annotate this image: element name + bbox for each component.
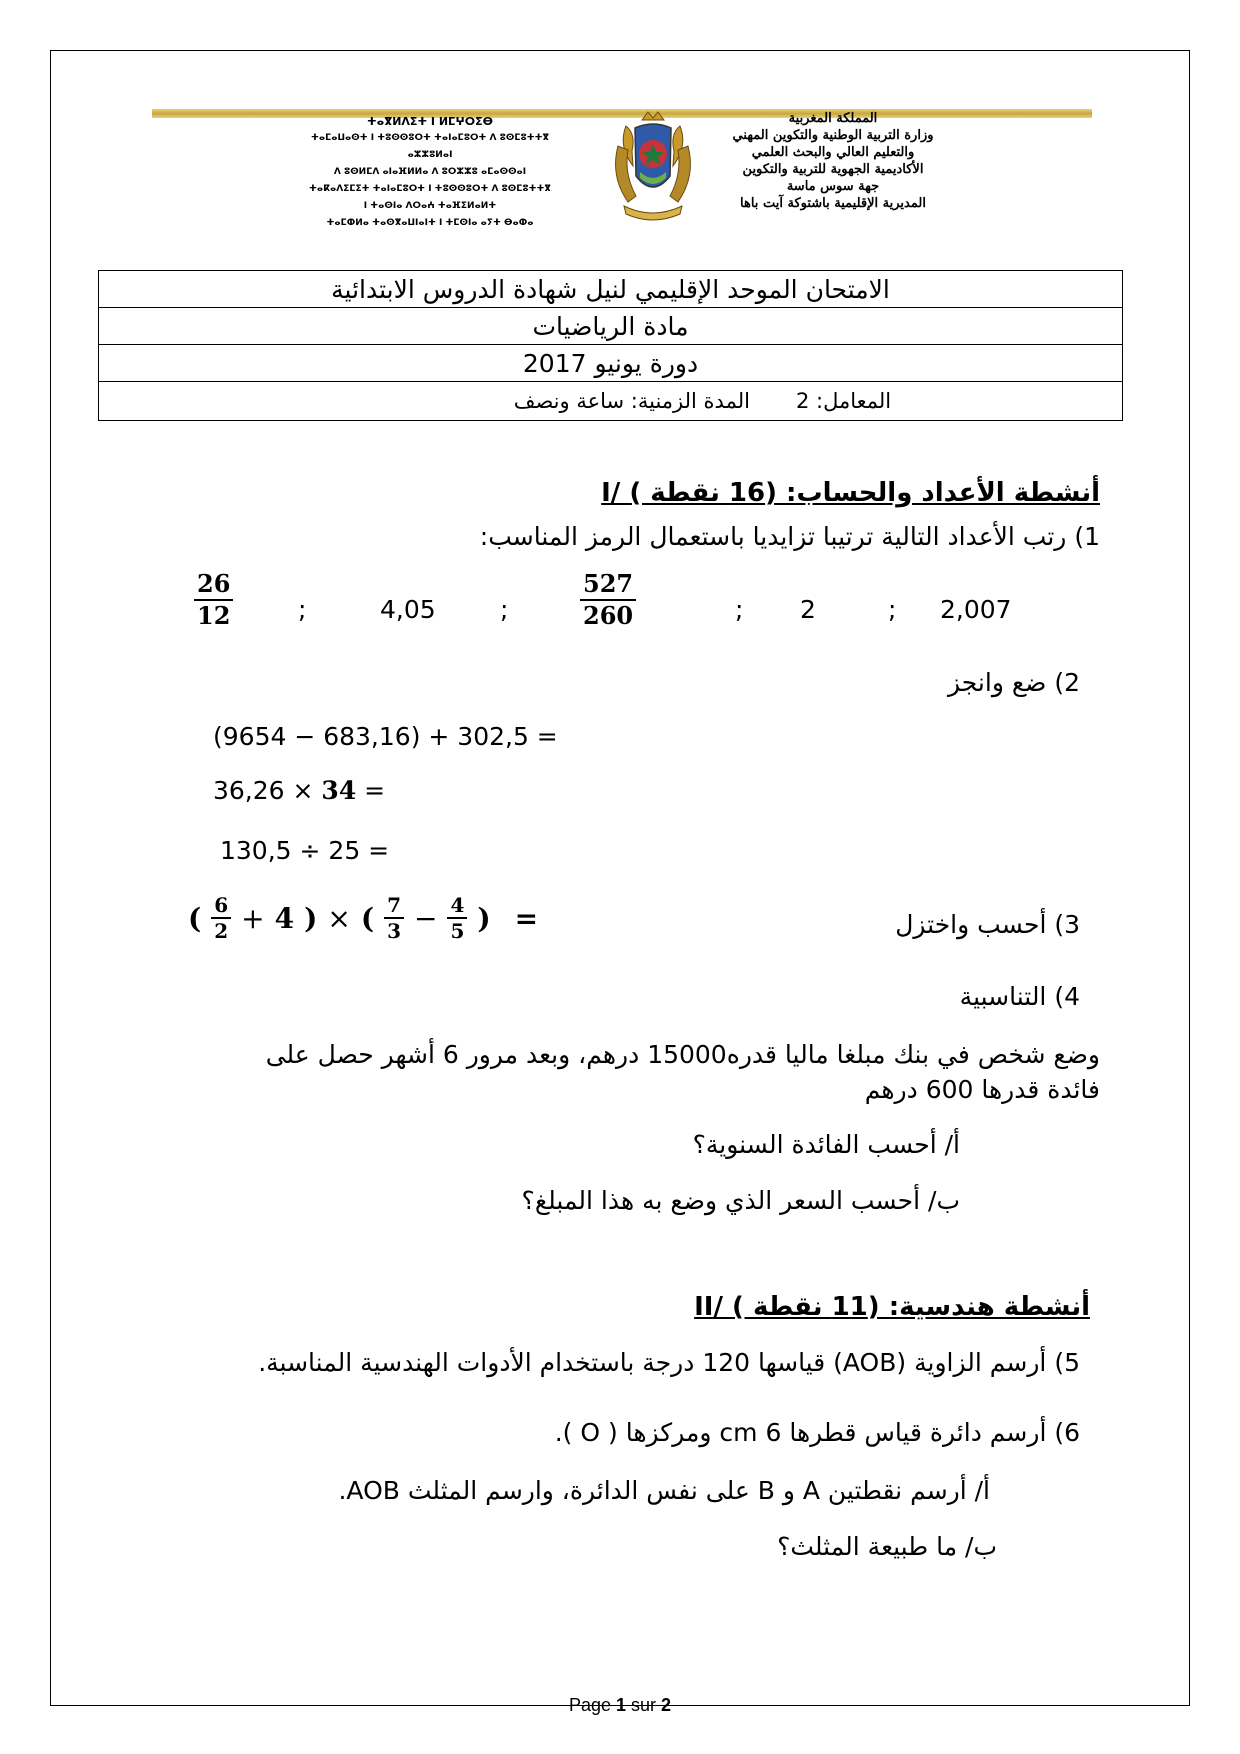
tifinagh-line: ⴷ ⵓⵙⵍⵎⴷ ⴰⵏⴰⴼⵍⵍⴰ ⴷ ⵓⵔⵣⵣⵓ ⴰⵎⴰⵙⵙⴰⵏ (333, 167, 527, 177)
q4-text-line2: فائدة قدرها 600 درهم (864, 1075, 1100, 1104)
op2-bold-factor: 34 (321, 776, 357, 805)
q2-operation-1: (9654 − 683,16) + 302,5 = (213, 722, 558, 751)
q1-number-4: 4,05 (380, 595, 436, 624)
q4-part-a: أ/ أحسب الفائدة السنوية؟ (692, 1130, 960, 1159)
fraction-numerator: 527 (580, 570, 636, 601)
exam-title: الامتحان الموحد الإقليمي لنيل شهادة الدروس الابتدائية (99, 271, 1123, 308)
times-sign: × (327, 902, 351, 935)
section1-title: I/ أنشطة الأعداد والحساب: (16 نقطة ) (601, 478, 1100, 508)
fraction-denominator: 2 (214, 919, 229, 943)
exam-coefficient: المعامل: 2 (762, 382, 1123, 421)
q6-text: 6) أرسم دائرة قياس قطرها 6 cm ومركزها ( O ). (554, 1418, 1080, 1447)
plus-sign: + (241, 902, 265, 935)
kingdom-emblem-icon (588, 106, 718, 224)
paren-open: ( (360, 902, 375, 935)
equals-sign: = (514, 902, 539, 935)
q2-text: 2) ضع وانجز (948, 668, 1080, 697)
q1-number-2: 2 (800, 595, 816, 624)
arabic-line: جهة سوس ماسة (786, 179, 880, 194)
fraction-denominator: 5 (450, 919, 465, 943)
header-arabic-block (718, 110, 948, 212)
exam-subject: مادة الرياضيات (99, 308, 1123, 345)
paren-close: ) (304, 902, 318, 935)
fraction-denominator: 12 (197, 600, 231, 630)
exam-duration: المدة الزمنية: ساعة ونصف (99, 382, 762, 421)
q1-separator: ; (888, 595, 897, 624)
footer-mid: sur (626, 1695, 662, 1715)
q2-operation-2 (213, 776, 385, 805)
paren-open: ( (188, 902, 202, 935)
tifinagh-line: ⵜⴰⴽⴰⴷⵉⵎⵉⵜ ⵜⴰⵏⴰⵎⵓⵔⵜ ⵏ ⵜⵓⵙⵙⵓⵔⵜ ⴷ ⵓⵙⵎⵓⵜⵜⴳ (309, 184, 551, 194)
exam-info-table (98, 270, 1123, 421)
op2-equals: = (356, 776, 386, 805)
arabic-line: المديرية الإقليمية باشتوكة آيت باها (740, 196, 926, 211)
q4-part-b: ب/ أحسب السعر الذي وضع به هذا المبلغ؟ (521, 1186, 960, 1215)
number-four: 4 (274, 902, 295, 935)
fraction-denominator: 3 (387, 919, 402, 943)
q1-fraction-26-12 (194, 570, 233, 631)
q4-label: 4) التناسبية (959, 982, 1080, 1011)
op2-left: 36,26 × (213, 776, 322, 805)
q1-fraction-527-260 (580, 570, 636, 631)
fraction-numerator: 4 (447, 893, 467, 919)
tifinagh-line: ⵜⴰⵎⵀⵍⴰ ⵜⴰⵙⴳⴰⵡⵏⴰⵏⵜ ⵏ ⵜⵎⵙⵏⴰ ⴰⵢⵜ ⴱⴰⵀⴰ (326, 218, 534, 228)
arabic-line: المملكة المغربية (788, 111, 878, 126)
footer-current-page: 1 (616, 1695, 627, 1715)
minus-sign: − (414, 902, 438, 935)
q2-operation-3: 130,5 ÷ 25 = (220, 836, 390, 865)
arabic-line: وزارة التربية الوطنية والتكوين المهني (732, 128, 934, 143)
q1-separator: ; (735, 595, 744, 624)
q3-expression (188, 893, 538, 944)
q6-part-a: أ/ أرسم نقطتين A و B على نفس الدائرة، وارسم المثلث AOB. (338, 1476, 990, 1505)
tifinagh-line: ⵜⴰⵎⴰⵡⴰⵙⵜ ⵏ ⵜⵓⵙⵙⵓⵔⵜ ⵜⴰⵏⴰⵎⵓⵔⵜ ⴷ ⵓⵙⵎⵓⵜⵜⴳ ⴰⵣⵣⵓⵍⴰⵏ (311, 133, 549, 160)
tifinagh-line: ⵜⴰⴳⵍⴷⵉⵜ ⵏ ⵍⵎⵖⵔⵉⴱ (366, 115, 493, 128)
q5-text: 5) أرسم الزاوية (AOB) قياسها 120 درجة باستخدام الأدوات الهندسية المناسبة. (258, 1348, 1080, 1377)
q1-number-1: 2,007 (940, 595, 1012, 624)
q6-part-b: ب/ ما طبيعة المثلث؟ (777, 1532, 997, 1561)
q3-label: 3) أحسب واختزل (895, 910, 1080, 939)
fraction-numerator: 7 (384, 893, 404, 919)
page-footer (0, 1695, 1240, 1716)
footer-prefix: Page (568, 1695, 616, 1715)
q1-text: 1) رتب الأعداد التالية ترتيبا تزايديا باستعمال الرمز المناسب: (479, 522, 1100, 551)
footer-total-pages: 2 (661, 1695, 672, 1715)
arabic-line: الأكاديمية الجهوية للتربية والتكوين (742, 162, 924, 177)
q1-separator: ; (500, 595, 509, 624)
arabic-line: والتعليم العالي والبحث العلمي (751, 145, 915, 160)
exam-session: دورة يونيو 2017 (99, 345, 1123, 382)
fraction-numerator: 6 (211, 893, 231, 919)
fraction-denominator: 260 (583, 600, 634, 630)
paren-close: ) (477, 902, 491, 935)
q4-text-line1: وضع شخص في بنك مبلغا ماليا قدره15000 درهم، وبعد مرور 6 أشهر حصل على (265, 1040, 1100, 1069)
q1-separator: ; (298, 595, 307, 624)
fraction-numerator: 26 (194, 570, 233, 601)
section2-title: II/ أنشطة هندسية: (11 نقطة ) (694, 1292, 1090, 1322)
tifinagh-line: ⵏ ⵜⴰⵙⵏⴰ ⴷⵔⴰⵄ ⵜⴰⴼⵉⵍⴰⵍⵜ (363, 201, 497, 211)
header-tifinagh-block (300, 113, 560, 232)
